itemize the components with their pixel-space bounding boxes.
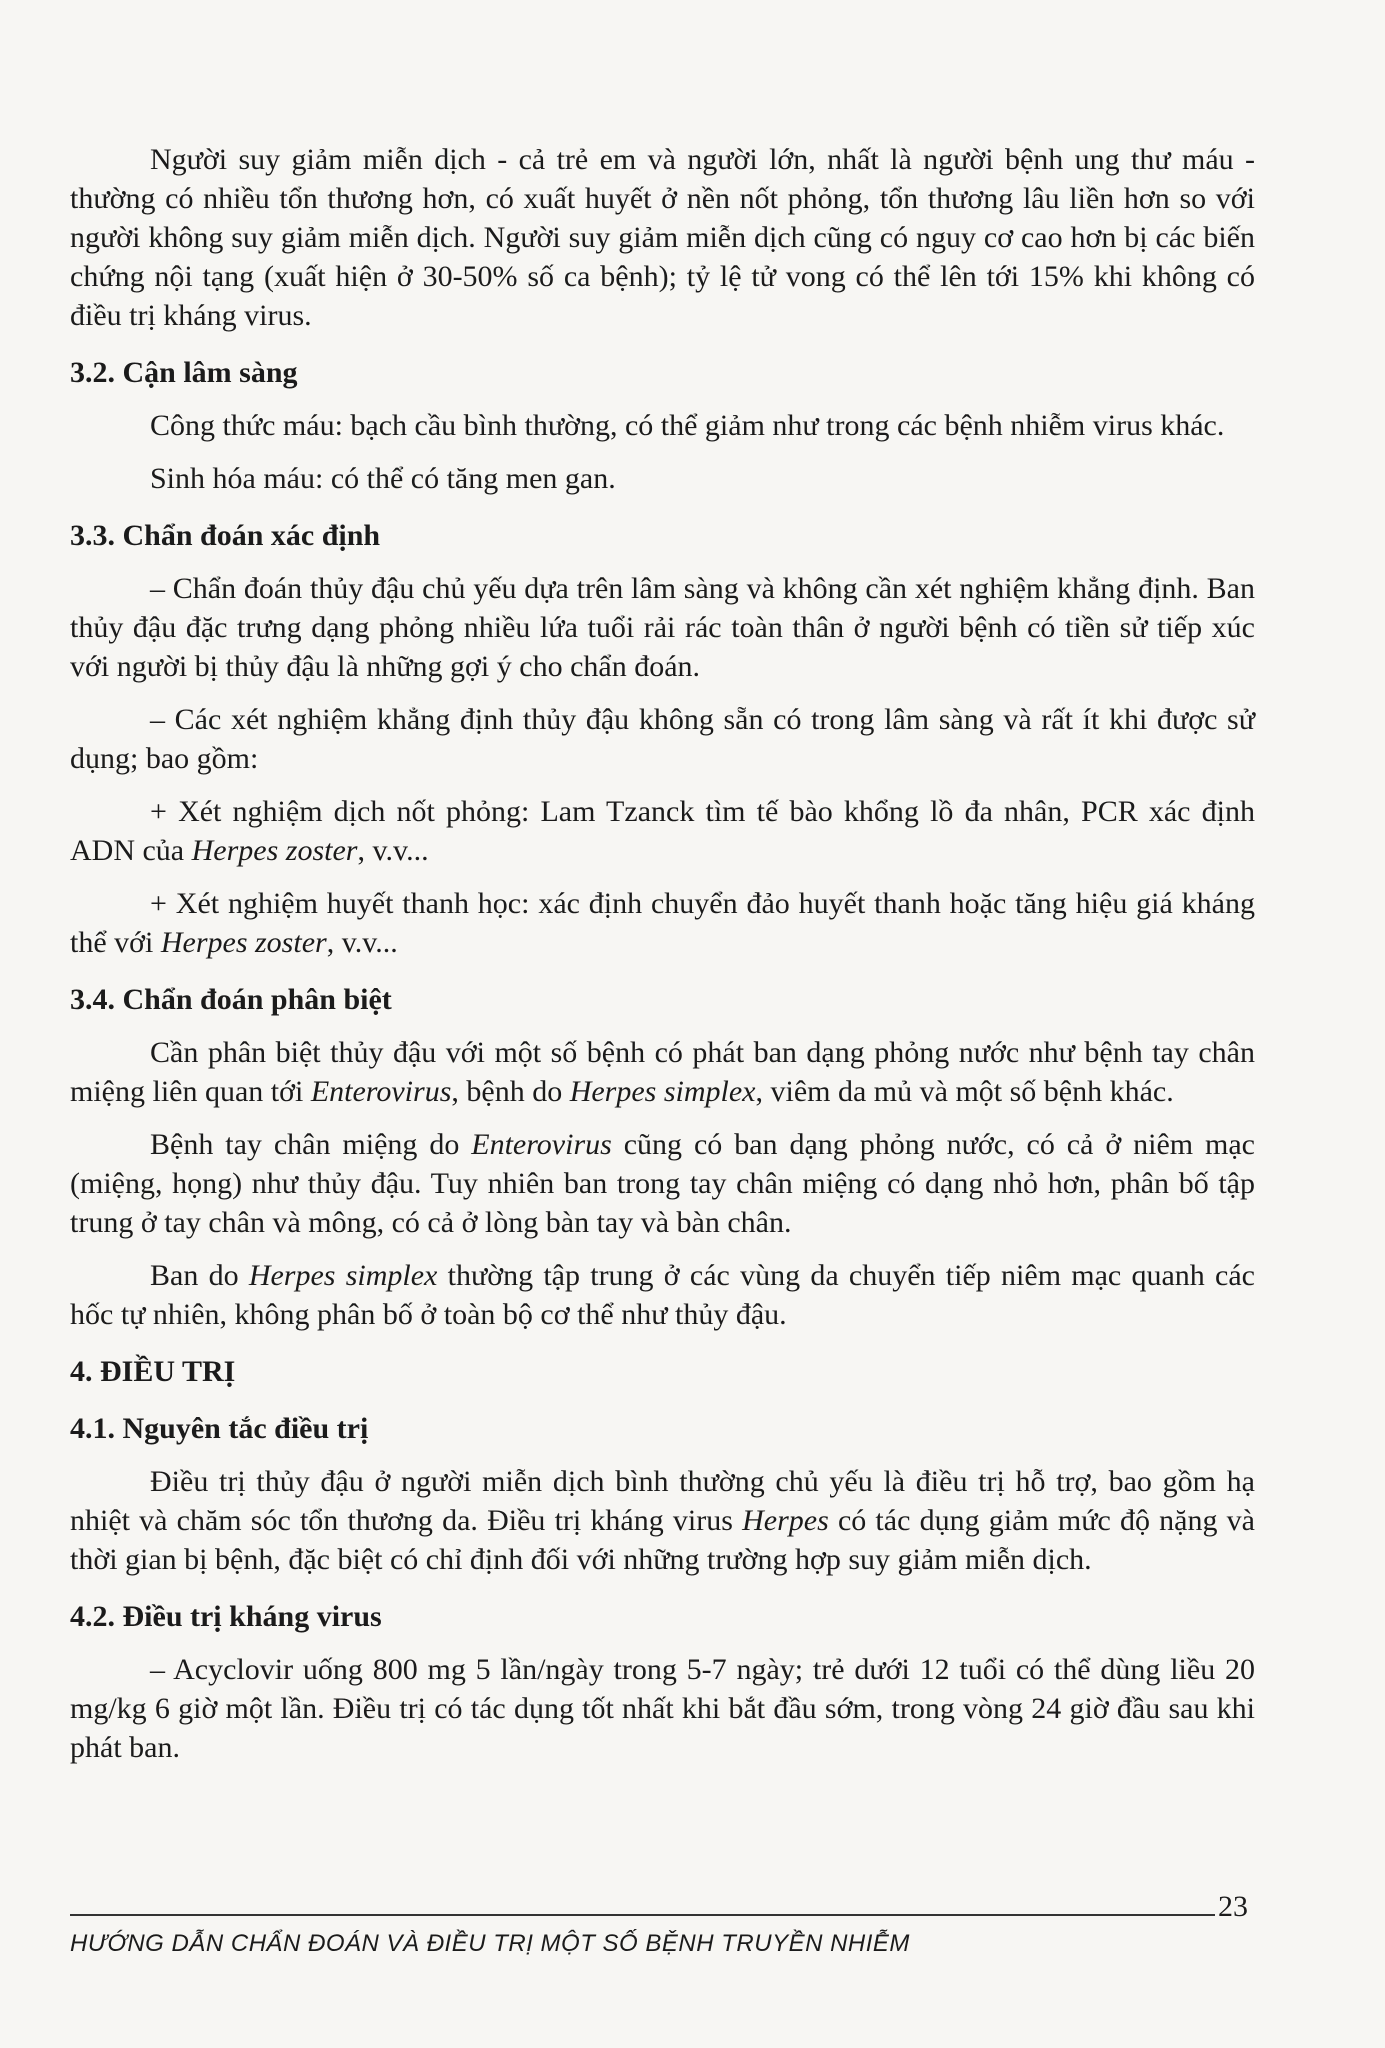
paragraph-confirm-tests: – Các xét nghiệm khẳng định thủy đậu không sẵn có trong lâm sàng và rất ít khi được sử dụng; bao gồm: (70, 703, 1255, 775)
heading-4-1: 4.1. Nguyên tắc điều trị (70, 1412, 369, 1445)
paragraph-biochemistry: Sinh hóa máu: có thể có tăng men gan. (150, 462, 616, 495)
heading-3-2: 3.2. Cận lâm sàng (70, 356, 298, 389)
footer-divider (70, 1914, 1215, 1916)
paragraph-vesicle-test: + Xét nghiệm dịch nốt phỏng: Lam Tzanck tìm tế bào khổng lồ đa nhân, PCR xác định ADN của Herpes zoster, v.v... (70, 795, 1255, 867)
page-number: 23 (1218, 1890, 1248, 1923)
heading-3-3: 3.3. Chẩn đoán xác định (70, 519, 381, 552)
paragraph-blood-count: Công thức máu: bạch cầu bình thường, có thể giảm như trong các bệnh nhiễm virus khác. (150, 409, 1225, 442)
paragraph-acyclovir: – Acyclovir uống 800 mg 5 lần/ngày trong 5-7 ngày; trẻ dưới 12 tuổi có thể dùng liều 20 mg/kg 6 giờ một lần. Điều trị có tác dụng tốt nhất khi bắt đầu sớm, trong vòng 24 giờ đầu sau khi phát ban. (70, 1653, 1255, 1764)
paragraph-hand-foot-mouth: Bệnh tay chân miệng do Enterovirus cũng có ban dạng phỏng nước, có cả ở niêm mạc (miệng, họng) như thủy đậu. Tuy nhiên ban trong tay chân miệng có dạng nhỏ hơn, phân bố tập trung ở tay chân và mông, có cả ở lòng bàn tay và bàn chân. (70, 1128, 1255, 1239)
paragraph-diagnosis-clinical: – Chẩn đoán thủy đậu chủ yếu dựa trên lâm sàng và không cần xét nghiệm khẳng định. Ban thủy đậu đặc trưng dạng phỏng nhiều lứa tuổi rải rác toàn thân ở người bệnh có tiền sử tiếp xúc với người bị thủy đậu là những gợi ý cho chẩn đoán. (70, 572, 1255, 683)
heading-4: 4. ĐIỀU TRỊ (70, 1355, 236, 1388)
paragraph-herpes-simplex: Ban do Herpes simplex thường tập trung ở các vùng da chuyển tiếp niêm mạc quanh các hốc tự nhiên, không phân bố ở toàn bộ cơ thể như thủy đậu. (70, 1259, 1256, 1331)
document-page (70, 140, 1255, 1781)
paragraph-serology-test: + Xét nghiệm huyết thanh học: xác định chuyển đảo huyết thanh hoặc tăng hiệu giá kháng thể với Herpes zoster, v.v... (70, 887, 1255, 959)
heading-3-4: 3.4. Chẩn đoán phân biệt (70, 983, 392, 1016)
paragraph-immunocompromised: Người suy giảm miễn dịch - cả trẻ em và người lớn, nhất là người bệnh ung thư máu - thường có nhiều tổn thương hơn, có xuất huyết ở nền nốt phỏng, tổn thương lâu liền hơn so với người không suy giảm miễn dịch. Người suy giảm miễn dịch cũng có nguy cơ cao hơn bị các biến chứng nội tạng (xuất hiện ở 30-50% số ca bệnh); tỷ lệ tử vong có thể lên tới 15% khi không có điều trị kháng virus. (70, 143, 1255, 332)
paragraph-treatment-principle: Điều trị thủy đậu ở người miễn dịch bình thường chủ yếu là điều trị hỗ trợ, bao gồm hạ nhiệt và chăm sóc tổn thương da. Điều trị kháng virus Herpes có tác dụng giảm mức độ nặng và thời gian bị bệnh, đặc biệt có chỉ định đối với những trường hợp suy giảm miễn dịch. (70, 1465, 1255, 1576)
footer-title: HƯỚNG DẪN CHẨN ĐOÁN VÀ ĐIỀU TRỊ MỘT SỐ BỆNH TRUYỀN NHIỄM (70, 1930, 910, 1957)
paragraph-differential: Cần phân biệt thủy đậu với một số bệnh có phát ban dạng phỏng nước như bệnh tay chân miệng liên quan tới Enterovirus, bệnh do Herpes simplex, viêm da mủ và một số bệnh khác. (70, 1036, 1255, 1108)
heading-4-2: 4.2. Điều trị kháng virus (70, 1600, 382, 1633)
